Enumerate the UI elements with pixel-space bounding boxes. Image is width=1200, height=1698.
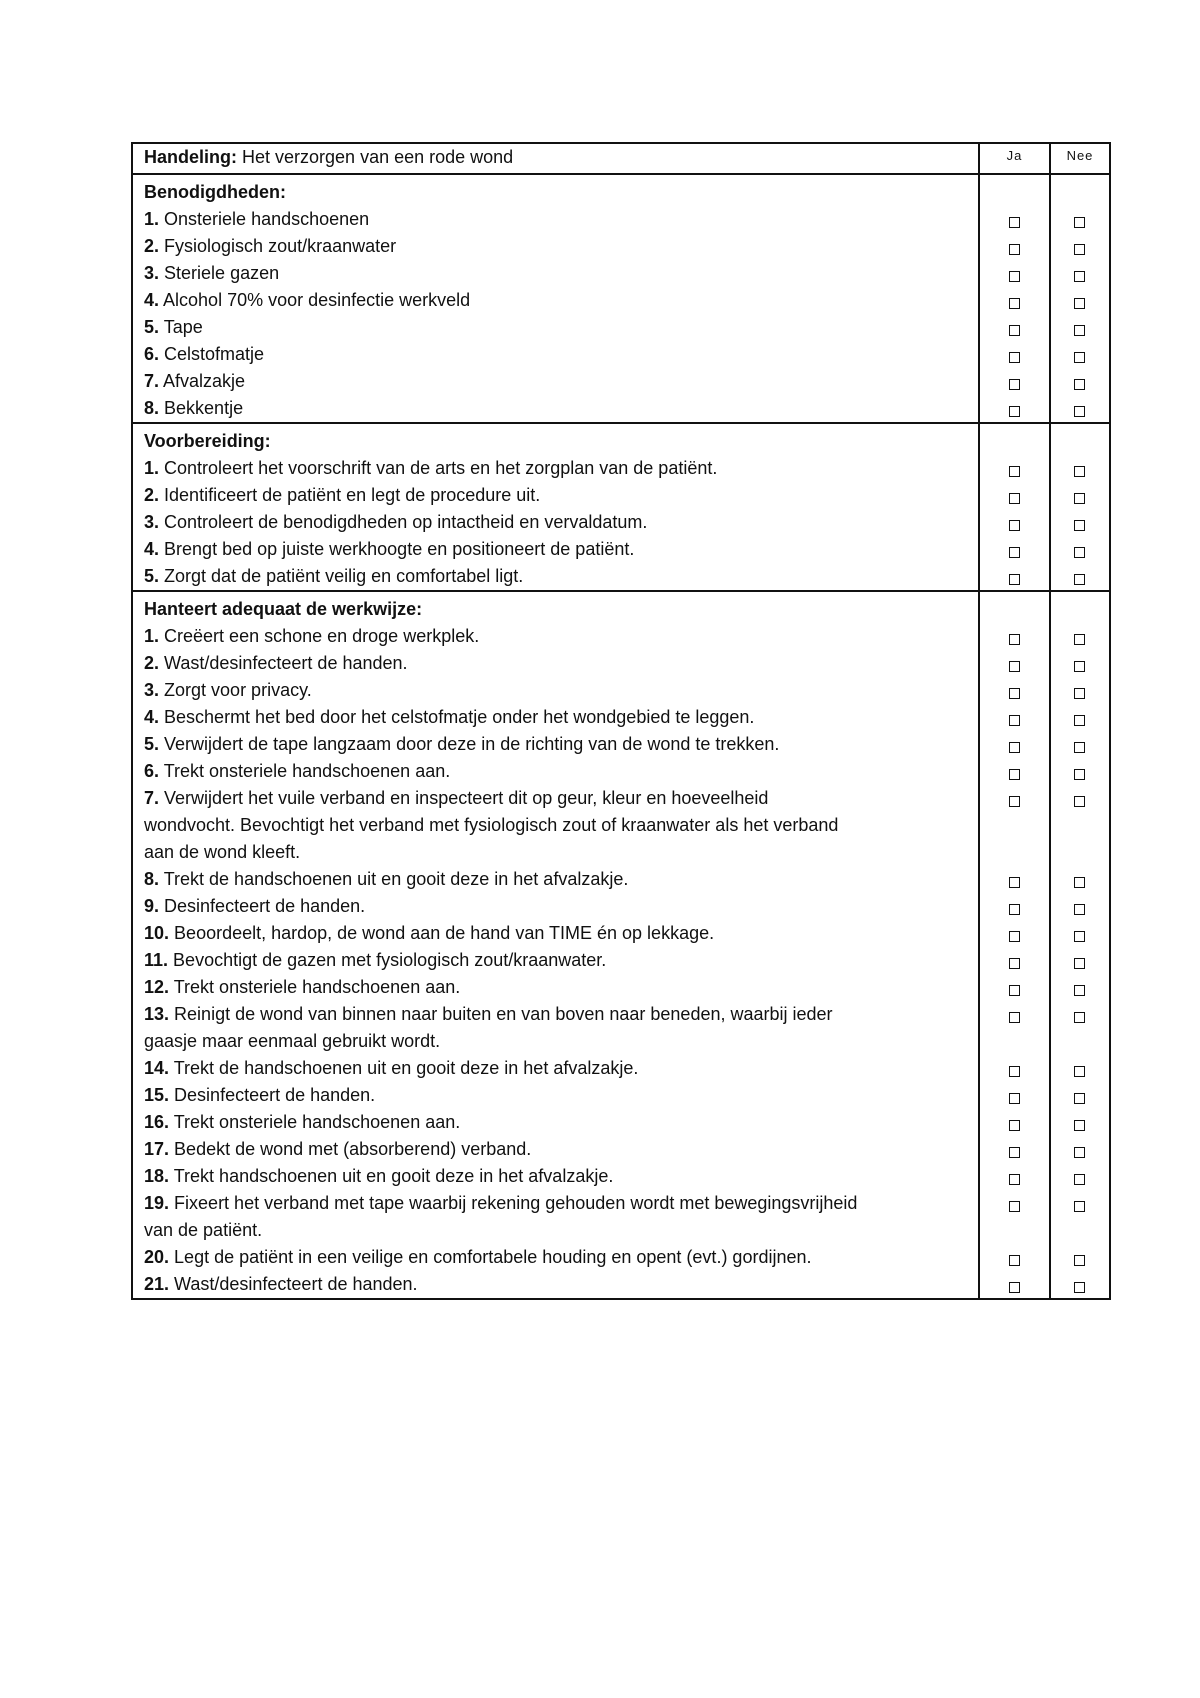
item-number: 14. (144, 1058, 170, 1078)
checkbox-slot (1051, 1001, 1109, 1028)
checkbox-slot (1051, 1190, 1109, 1217)
no-checkbox[interactable] (1074, 1147, 1085, 1158)
section-title: Hanteert adequaat de werkwijze: (144, 599, 423, 619)
checkbox-slot (980, 1136, 1049, 1163)
checkbox-slot (1051, 536, 1109, 563)
checkbox-slot (1051, 947, 1109, 974)
item-number: 4. (144, 539, 160, 559)
checkbox-slot (1051, 287, 1109, 314)
checkbox-slot (980, 341, 1049, 368)
yes-checkbox[interactable] (1009, 466, 1020, 477)
item-number: 5. (144, 734, 160, 754)
checkbox-slot (1051, 368, 1109, 395)
item-number: 18. (144, 1166, 170, 1186)
item-text: van de patiënt. (144, 1220, 263, 1240)
checklist-item-continuation (144, 1028, 968, 1055)
section-title: Voorbereiding: (144, 431, 271, 451)
no-checkbox[interactable] (1074, 1120, 1085, 1131)
yes-checkbox[interactable] (1009, 244, 1020, 255)
checkbox-slot (980, 536, 1049, 563)
checklist-item (144, 704, 968, 731)
yes-checkbox[interactable] (1009, 1093, 1020, 1104)
yes-checkbox[interactable] (1009, 634, 1020, 645)
no-checkbox[interactable] (1074, 574, 1085, 585)
item-text: Trekt onsteriele handschoenen aan. (173, 977, 461, 997)
item-number: 1. (144, 626, 160, 646)
no-checkbox[interactable] (1074, 769, 1085, 780)
yes-checkbox[interactable] (1009, 796, 1020, 807)
item-number: 12. (144, 977, 170, 997)
checkbox-slot (1051, 785, 1109, 812)
checkbox-slot (1051, 1271, 1109, 1298)
checklist-item (144, 731, 968, 758)
checkbox-slot (980, 1082, 1049, 1109)
checkbox-slot (1051, 623, 1109, 650)
no-checkbox[interactable] (1074, 877, 1085, 888)
no-column-cell (1050, 174, 1110, 423)
checkbox-slot (980, 314, 1049, 341)
item-text: Afvalzakje (163, 371, 246, 391)
checkbox-slot (980, 368, 1049, 395)
no-checkbox[interactable] (1074, 796, 1085, 807)
checkbox-slot (1051, 314, 1109, 341)
title-spacer (1051, 596, 1109, 623)
yes-checkbox[interactable] (1009, 715, 1020, 726)
title-spacer (980, 428, 1049, 455)
yes-checkbox[interactable] (1009, 1201, 1020, 1212)
item-text: Tape (163, 317, 203, 337)
item-number: 3. (144, 263, 160, 283)
checklist-item (144, 482, 968, 509)
item-text: Legt de patiënt in een veilige en comfortabele houding en opent (evt.) gordijnen. (174, 1247, 812, 1267)
checkbox-slot (980, 866, 1049, 893)
yes-checkbox[interactable] (1009, 1012, 1020, 1023)
yes-checkbox[interactable] (1009, 298, 1020, 309)
checkbox-slot (1051, 731, 1109, 758)
yes-checkbox[interactable] (1009, 904, 1020, 915)
yes-checkbox[interactable] (1009, 352, 1020, 363)
no-checkbox[interactable] (1074, 634, 1085, 645)
no-checkbox[interactable] (1074, 1012, 1085, 1023)
no-checkbox[interactable] (1074, 547, 1085, 558)
item-number: 20. (144, 1247, 170, 1267)
yes-checkbox[interactable] (1009, 931, 1020, 942)
item-text: Verwijdert het vuile verband en inspecteert dit op geur, kleur en hoeveelheid (164, 788, 769, 808)
checkbox-slot (980, 287, 1049, 314)
checkbox-slot (1051, 1082, 1109, 1109)
item-text: Trekt de handschoenen uit en gooit deze in het afvalzakje. (163, 869, 629, 889)
no-checkbox[interactable] (1074, 688, 1085, 699)
checklist-item (144, 563, 968, 590)
section-task-cell (132, 423, 979, 591)
checklist-item (144, 1190, 968, 1217)
title-spacer (1051, 179, 1109, 206)
checkbox-slot (980, 812, 1049, 839)
checkbox-slot (980, 758, 1049, 785)
item-text: Verwijdert de tape langzaam door deze in de richting van de wond te trekken. (164, 734, 780, 754)
item-text: Trekt onsteriele handschoenen aan. (163, 761, 451, 781)
checkbox-slot (980, 623, 1049, 650)
checklist-item (144, 233, 968, 260)
checkbox-slot (980, 1217, 1049, 1244)
item-text: Trekt de handschoenen uit en gooit deze in het afvalzakje. (173, 1058, 639, 1078)
checklist-item-continuation (144, 812, 968, 839)
checkbox-slot (980, 1028, 1049, 1055)
item-number: 16. (144, 1112, 170, 1132)
checkbox-slot (980, 1001, 1049, 1028)
checkbox-slot (980, 509, 1049, 536)
no-checkbox[interactable] (1074, 931, 1085, 942)
no-checkbox[interactable] (1074, 379, 1085, 390)
section-voorbereiding (132, 423, 1110, 591)
checklist-item (144, 866, 968, 893)
yes-checkbox[interactable] (1009, 1120, 1020, 1131)
column-header-yes: Ja (979, 143, 1050, 174)
item-text: Wast/desinfecteert de handen. (174, 1274, 418, 1294)
item-text: Brengt bed op juiste werkhoogte en positioneert de patiënt. (164, 539, 635, 559)
title-spacer (980, 179, 1049, 206)
item-text: Zorgt voor privacy. (164, 680, 312, 700)
checklist-item (144, 1271, 968, 1298)
checklist-item (144, 650, 968, 677)
no-checkbox[interactable] (1074, 325, 1085, 336)
checklist-item (144, 1136, 968, 1163)
item-number: 3. (144, 512, 160, 532)
checkbox-slot (1051, 1028, 1109, 1055)
checkbox-slot (1051, 233, 1109, 260)
item-text: gaasje maar eenmaal gebruikt wordt. (144, 1031, 441, 1051)
item-text: Trekt onsteriele handschoenen aan. (173, 1112, 461, 1132)
no-column-cell (1050, 591, 1110, 1299)
yes-checkbox[interactable] (1009, 574, 1020, 585)
checkbox-slot (980, 839, 1049, 866)
checkbox-slot (1051, 677, 1109, 704)
checklist-table (131, 142, 1111, 1300)
item-text: wondvocht. Bevochtigt het verband met fysiologisch zout of kraanwater als het verband (144, 815, 839, 835)
checklist-item (144, 509, 968, 536)
no-checkbox[interactable] (1074, 352, 1085, 363)
checkbox-slot (1051, 866, 1109, 893)
section-task-cell (132, 174, 979, 423)
yes-checkbox[interactable] (1009, 547, 1020, 558)
checklist-item-continuation (144, 1217, 968, 1244)
item-number: 4. (144, 707, 160, 727)
title-spacer (1051, 428, 1109, 455)
item-text: aan de wond kleeft. (144, 842, 301, 862)
checkbox-slot (1051, 455, 1109, 482)
checkbox-slot (980, 947, 1049, 974)
checklist-item (144, 455, 968, 482)
checkbox-slot (1051, 563, 1109, 590)
checkbox-slot (980, 482, 1049, 509)
no-checkbox[interactable] (1074, 244, 1085, 255)
yes-checkbox[interactable] (1009, 1066, 1020, 1077)
no-checkbox[interactable] (1074, 985, 1085, 996)
item-text: Desinfecteert de handen. (164, 896, 366, 916)
checkbox-slot (1051, 974, 1109, 1001)
checkbox-slot (980, 704, 1049, 731)
no-checkbox[interactable] (1074, 1201, 1085, 1212)
item-number: 1. (144, 458, 160, 478)
checkbox-slot (1051, 1055, 1109, 1082)
checklist-item (144, 974, 968, 1001)
checkbox-slot (1051, 1217, 1109, 1244)
section-werkwijze (132, 591, 1110, 1299)
item-text: Beschermt het bed door het celstofmatje onder het wondgebied te leggen. (164, 707, 755, 727)
item-number: 13. (144, 1004, 170, 1024)
no-checkbox[interactable] (1074, 742, 1085, 753)
checkbox-slot (980, 563, 1049, 590)
checklist-item (144, 287, 968, 314)
item-number: 19. (144, 1193, 170, 1213)
item-number: 5. (144, 566, 160, 586)
yes-column-cell (979, 591, 1050, 1299)
yes-checkbox[interactable] (1009, 688, 1020, 699)
checkbox-slot (1051, 893, 1109, 920)
section-title: Benodigdheden: (144, 182, 286, 202)
item-text: Alcohol 70% voor desinfectie werkveld (163, 290, 471, 310)
checklist-item (144, 1001, 968, 1028)
checklist-item (144, 785, 968, 812)
yes-checkbox[interactable] (1009, 769, 1020, 780)
checklist-item (144, 1109, 968, 1136)
no-checkbox[interactable] (1074, 298, 1085, 309)
item-number: 11. (144, 950, 169, 970)
item-number: 8. (144, 398, 160, 418)
no-checkbox[interactable] (1074, 493, 1085, 504)
yes-checkbox[interactable] (1009, 1174, 1020, 1185)
item-number: 6. (144, 344, 160, 364)
checkbox-slot (980, 731, 1049, 758)
item-text: Controleert de benodigdheden op intactheid en vervaldatum. (164, 512, 648, 532)
yes-checkbox[interactable] (1009, 1282, 1020, 1293)
checklist-item (144, 1163, 968, 1190)
item-number: 4. (144, 290, 160, 310)
checkbox-slot (980, 1244, 1049, 1271)
yes-checkbox[interactable] (1009, 406, 1020, 417)
item-text: Steriele gazen (164, 263, 280, 283)
yes-checkbox[interactable] (1009, 325, 1020, 336)
checkbox-slot (980, 260, 1049, 287)
checkbox-slot (1051, 650, 1109, 677)
checkbox-slot (980, 1163, 1049, 1190)
item-number: 10. (144, 923, 170, 943)
checkbox-slot (1051, 1163, 1109, 1190)
checkbox-slot (980, 650, 1049, 677)
checkbox-slot (1051, 341, 1109, 368)
item-number: 5. (144, 317, 160, 337)
checklist-item (144, 260, 968, 287)
checkbox-slot (1051, 509, 1109, 536)
item-text: Wast/desinfecteert de handen. (164, 653, 408, 673)
item-text: Trekt handschoenen uit en gooit deze in het afvalzakje. (173, 1166, 614, 1186)
item-text: Bedekt de wond met (absorberend) verband. (174, 1139, 532, 1159)
checklist-item (144, 341, 968, 368)
item-text: Creëert een schone en droge werkplek. (164, 626, 480, 646)
no-checkbox[interactable] (1074, 1282, 1085, 1293)
yes-checkbox[interactable] (1009, 958, 1020, 969)
yes-checkbox[interactable] (1009, 877, 1020, 888)
yes-checkbox[interactable] (1009, 493, 1020, 504)
item-text: Reinigt de wond van binnen naar buiten en van boven naar beneden, waarbij ieder (174, 1004, 833, 1024)
no-checkbox[interactable] (1074, 520, 1085, 531)
item-text: Zorgt dat de patiënt veilig en comfortabel ligt. (164, 566, 524, 586)
checkbox-slot (980, 785, 1049, 812)
checklist-item (144, 1244, 968, 1271)
item-number: 9. (144, 896, 160, 916)
item-number: 17. (144, 1139, 170, 1159)
yes-checkbox[interactable] (1009, 985, 1020, 996)
yes-checkbox[interactable] (1009, 271, 1020, 282)
checklist-item (144, 947, 968, 974)
item-number: 1. (144, 209, 160, 229)
checkbox-slot (1051, 812, 1109, 839)
checklist-item (144, 1055, 968, 1082)
no-column-cell (1050, 423, 1110, 591)
no-checkbox[interactable] (1074, 958, 1085, 969)
item-text: Fixeert het verband met tape waarbij rekening gehouden wordt met bewegingsvrijheid (174, 1193, 858, 1213)
checklist-item (144, 368, 968, 395)
no-checkbox[interactable] (1074, 904, 1085, 915)
checklist-item (144, 1082, 968, 1109)
item-text: Beoordeelt, hardop, de wond aan de hand van TIME én op lekkage. (174, 923, 715, 943)
yes-checkbox[interactable] (1009, 379, 1020, 390)
item-number: 3. (144, 680, 160, 700)
procedure-title: Het verzorgen van een rode wond (242, 147, 514, 167)
item-number: 21. (144, 1274, 170, 1294)
checkbox-slot (980, 395, 1049, 422)
yes-checkbox[interactable] (1009, 1147, 1020, 1158)
checklist-item-continuation (144, 839, 968, 866)
header-task-cell (132, 143, 979, 174)
checkbox-slot (980, 455, 1049, 482)
yes-column-cell (979, 423, 1050, 591)
item-text: Bekkentje (164, 398, 244, 418)
checkbox-slot (1051, 206, 1109, 233)
item-number: 2. (144, 653, 160, 673)
procedure-label: Handeling: (144, 147, 237, 167)
yes-checkbox[interactable] (1009, 1255, 1020, 1266)
checkbox-slot (1051, 1109, 1109, 1136)
item-number: 2. (144, 485, 160, 505)
item-text: Onsteriele handschoenen (164, 209, 370, 229)
checkbox-slot (1051, 482, 1109, 509)
item-number: 7. (144, 788, 160, 808)
checkbox-slot (1051, 260, 1109, 287)
checkbox-slot (980, 677, 1049, 704)
checklist-item (144, 677, 968, 704)
checkbox-slot (980, 1271, 1049, 1298)
item-text: Controleert het voorschrift van de arts en het zorgplan van de patiënt. (164, 458, 718, 478)
column-header-no: Nee (1050, 143, 1110, 174)
checkbox-slot (1051, 1136, 1109, 1163)
checkbox-slot (1051, 395, 1109, 422)
item-number: 6. (144, 761, 160, 781)
no-checkbox[interactable] (1074, 1066, 1085, 1077)
no-checkbox[interactable] (1074, 271, 1085, 282)
checklist-item (144, 920, 968, 947)
item-number: 8. (144, 869, 160, 889)
yes-checkbox[interactable] (1009, 217, 1020, 228)
item-number: 2. (144, 236, 160, 256)
checklist-item (144, 893, 968, 920)
checkbox-slot (980, 206, 1049, 233)
checklist-item (144, 395, 968, 422)
checkbox-slot (1051, 839, 1109, 866)
checkbox-slot (1051, 758, 1109, 785)
checkbox-slot (980, 1109, 1049, 1136)
checkbox-slot (980, 233, 1049, 260)
checklist-item (144, 314, 968, 341)
item-text: Celstofmatje (164, 344, 265, 364)
item-text: Bevochtigt de gazen met fysiologisch zout/kraanwater. (173, 950, 607, 970)
checkbox-slot (1051, 1244, 1109, 1271)
checklist-item (144, 758, 968, 785)
checklist-item (144, 536, 968, 563)
no-checkbox[interactable] (1074, 406, 1085, 417)
title-spacer (980, 596, 1049, 623)
checkbox-slot (980, 920, 1049, 947)
item-number: 7. (144, 371, 160, 391)
no-checkbox[interactable] (1074, 217, 1085, 228)
no-checkbox[interactable] (1074, 1093, 1085, 1104)
no-checkbox[interactable] (1074, 1174, 1085, 1185)
no-checkbox[interactable] (1074, 715, 1085, 726)
yes-checkbox[interactable] (1009, 742, 1020, 753)
checkbox-slot (980, 893, 1049, 920)
checkbox-slot (980, 974, 1049, 1001)
no-checkbox[interactable] (1074, 1255, 1085, 1266)
item-text: Desinfecteert de handen. (174, 1085, 376, 1105)
yes-checkbox[interactable] (1009, 520, 1020, 531)
checkbox-slot (1051, 704, 1109, 731)
section-task-cell (132, 591, 979, 1299)
header-row (132, 143, 1110, 174)
item-number: 15. (144, 1085, 170, 1105)
item-text: Identificeert de patiënt en legt de procedure uit. (164, 485, 541, 505)
checkbox-slot (1051, 920, 1109, 947)
no-checkbox[interactable] (1074, 466, 1085, 477)
checklist-item (144, 206, 968, 233)
item-text: Fysiologisch zout/kraanwater (164, 236, 397, 256)
no-checkbox[interactable] (1074, 661, 1085, 672)
yes-column-cell (979, 174, 1050, 423)
checkbox-slot (980, 1190, 1049, 1217)
section-benodigdheden (132, 174, 1110, 423)
checkbox-slot (980, 1055, 1049, 1082)
yes-checkbox[interactable] (1009, 661, 1020, 672)
checklist-item (144, 623, 968, 650)
